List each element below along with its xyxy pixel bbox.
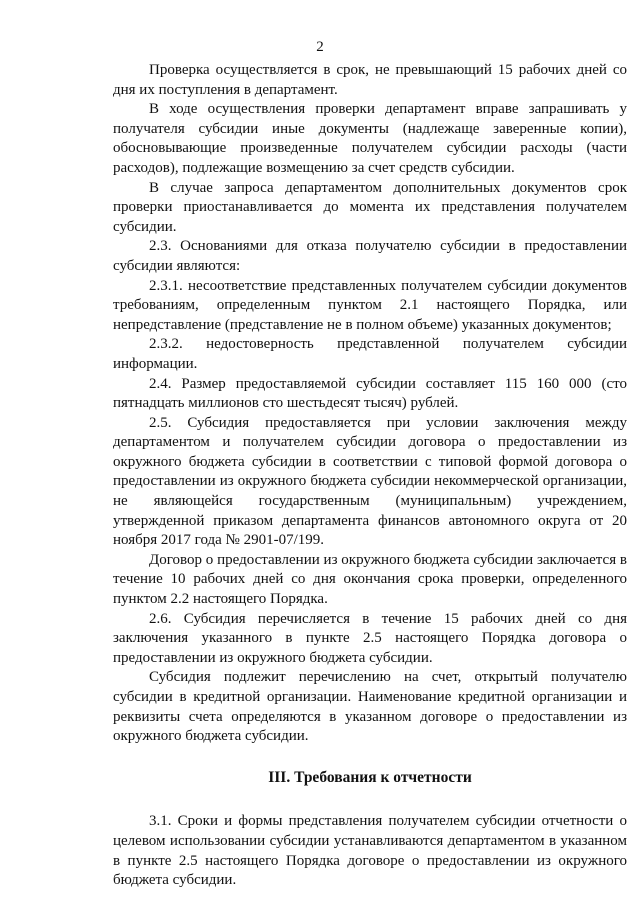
page-number: 2 [316, 39, 324, 55]
paragraph-request-documents: В ходе осуществления проверки департамент вправе запрашивать у получателя субсидии иные документы (надлежаще заверенные копии), обосновывающие произведенные получателем субсидии расходы (части расходов), подлежащие возмещению за счет средств субсидии. [113, 101, 627, 176]
paragraph-contract-term: Договор о предоставлении из окружного бюджета субсидии заключается в течение 10 рабочих дней со дня окончания срока проверки, определенного пунктом 2.2 настоящего Порядка. [113, 551, 627, 608]
section-title: III. Требования к отчетности [268, 768, 472, 786]
paragraph-2-6: 2.6. Субсидия перечисляется в течение 15 рабочих дней со дня заключения указанного в пункте 2.5 настоящего Порядка договора о предоставлении из окружного бюджета субсидии. [113, 610, 627, 666]
paragraph-3-1: 3.1. Сроки и формы представления получателем субсидии отчетности о целевом использовании субсидии устанавливаются департаментом в указанном в пункте 2.5 настоящего Порядка договоре о предоставлении из окружного бюджета субсидии. [113, 813, 627, 889]
document-body [113, 61, 627, 891]
paragraph-transfer-account: Субсидия подлежит перечислению на счет, открытый получателю субсидии в кредитной организации. Наименование кредитной организации и реквизиты счета определяются в указанном договоре о предоставлении из окружного бюджета субсидии. [113, 669, 627, 745]
paragraph-suspension: В случае запроса департаментом дополнительных документов срок проверки приостанавливается до момента их представления получателем субсидии. [113, 179, 627, 235]
paragraph-2-4: 2.4. Размер предоставляемой субсидии составляет 115 160 000 (сто пятнадцать миллионов сто шестьдесят тысяч) рублей. [113, 375, 627, 412]
paragraph-2-3: 2.3. Основаниями для отказа получателю субсидии в предоставлении субсидии являются: [113, 238, 627, 274]
paragraph-verification-term: Проверка осуществляется в срок, не превышающий 15 рабочих дней со дня их поступления в департамент. [113, 62, 627, 98]
paragraph-2-3-2: 2.3.2. недостоверность представленной получателем субсидии информации. [113, 336, 627, 372]
paragraph-2-5: 2.5. Субсидия предоставляется при условии заключения между департаментом и получателем субсидии договора о предоставлении из окружного бюджета субсидии в соответствии с типовой формой договора о предоставлении из окружного бюджета субсидии некоммерческой организации, не являющейся государственным (муниципальным) учреждением, утвержденной приказом департамента финансов автономного округа от 20 ноября 2017 года № 2901-07/199. [113, 414, 627, 549]
paragraph-2-3-1: 2.3.1. несоответствие представленных получателем субсидии документов требованиям, определенным пунктом 2.1 настоящего Порядка, или непредставление (представление не в полном объеме) указанных документов; [113, 277, 627, 333]
